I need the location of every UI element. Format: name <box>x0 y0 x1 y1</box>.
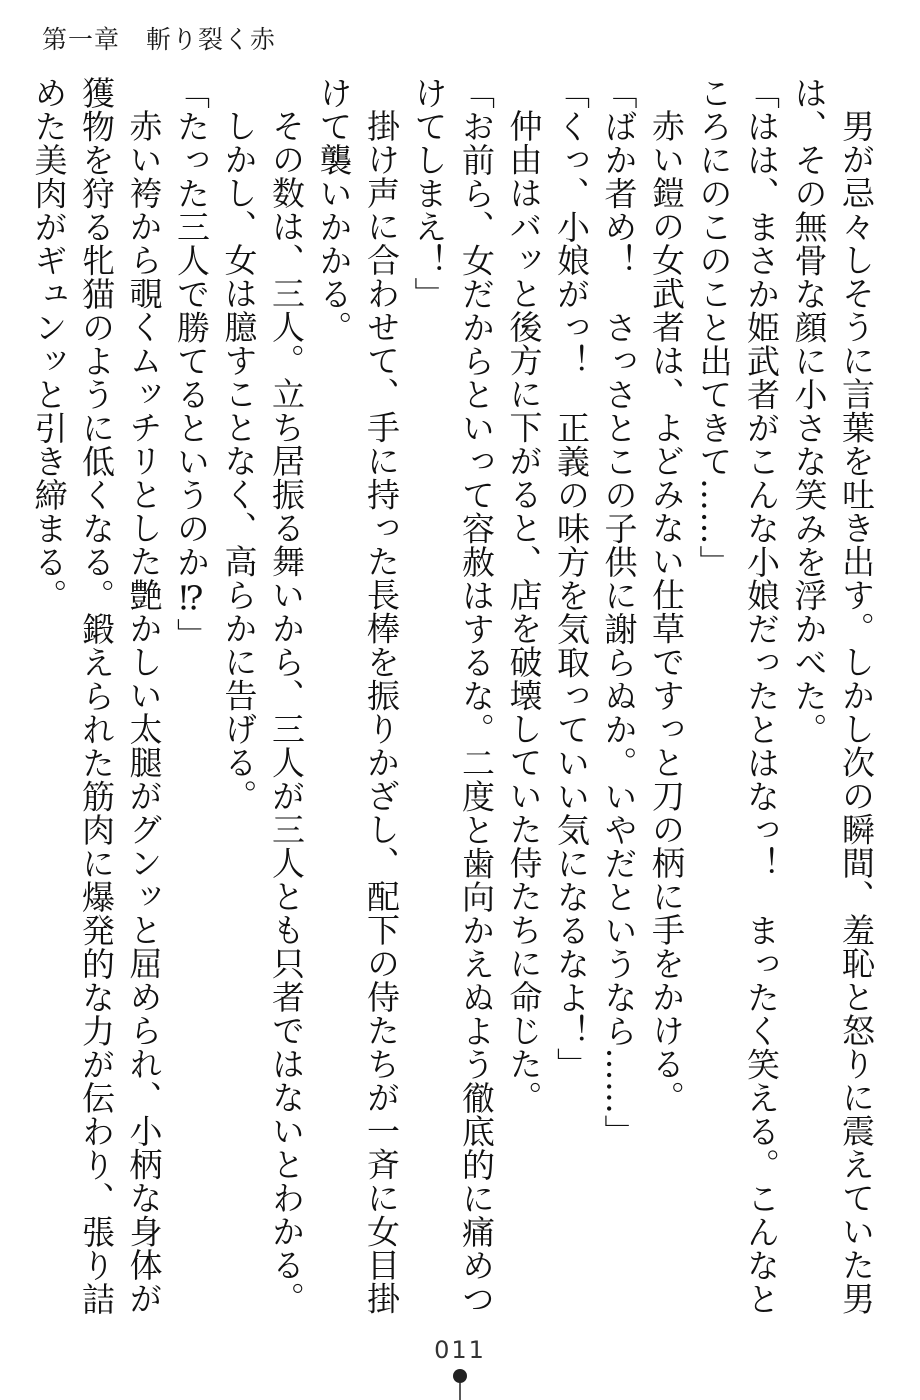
paragraph: 赤い鎧の女武者は、よどみない仕草ですっと刀の柄に手をかける。 <box>647 109 686 1114</box>
paragraph: 男が忌々しそうに言葉を吐き出す。しかし次の瞬間、羞恥と怒りに震えていた男は、その無骨な顔に小さな笑みを浮かべた。 <box>789 76 876 1315</box>
page-number: 011 <box>434 1336 486 1364</box>
paragraph: 赤い袴から覗くムッチリとした艶かしい太腿がグンッと屈められ、小柄な身体が獲物を狩る牝猫のように低くなる。鍛えられた筋肉に爆発的な力が伝わり、張り詰めた美肉がギュンッと引き締まる。 <box>30 76 164 1316</box>
dialogue-line: 「ばか者め！ さっさとこの子供に謝らぬか。いやだというなら……」 <box>599 76 639 1148</box>
paragraph: しかし、女は臆すことなく、高らかに告げる。 <box>219 109 259 813</box>
dialogue-line: 「たった三人で勝てるというのか⁉」 <box>172 76 211 652</box>
dialogue-line: 「くっ、小娘がっ！ 正義の味方を気取っていい気になるなよ！」 <box>552 76 591 1081</box>
dialogue-line: 「お前ら、女だからといって容赦はするな。二度と歯向かえぬよう徹底的に痛めつけてしまえ！」 <box>409 76 496 1316</box>
running-header <box>42 20 276 56</box>
chapter-number: 第一章 <box>42 25 121 54</box>
paragraph: その数は、三人。立ち居振る舞いから、三人が三人とも只者ではないとわかる。 <box>267 109 306 1315</box>
paragraph: 掛け声に合わせて、手に持った長棒を振りかざし、配下の侍たちが一斉に女目掛けて襲いかかる。 <box>314 76 401 1315</box>
chapter-title: 斬り裂く赤 <box>146 25 277 54</box>
dialogue-line: 「はは、まさか姫武者がこんな小娘だったとはなっ！ まったく笑える。こんなところにのこのこと出てきて……」 <box>694 76 781 1316</box>
vertical-body-text <box>30 76 880 1316</box>
paragraph: 仲由はバッと後方に下がると、店を破壊していた侍たちに命じた。 <box>504 109 544 1114</box>
folio-ornament-icon <box>452 1368 468 1400</box>
